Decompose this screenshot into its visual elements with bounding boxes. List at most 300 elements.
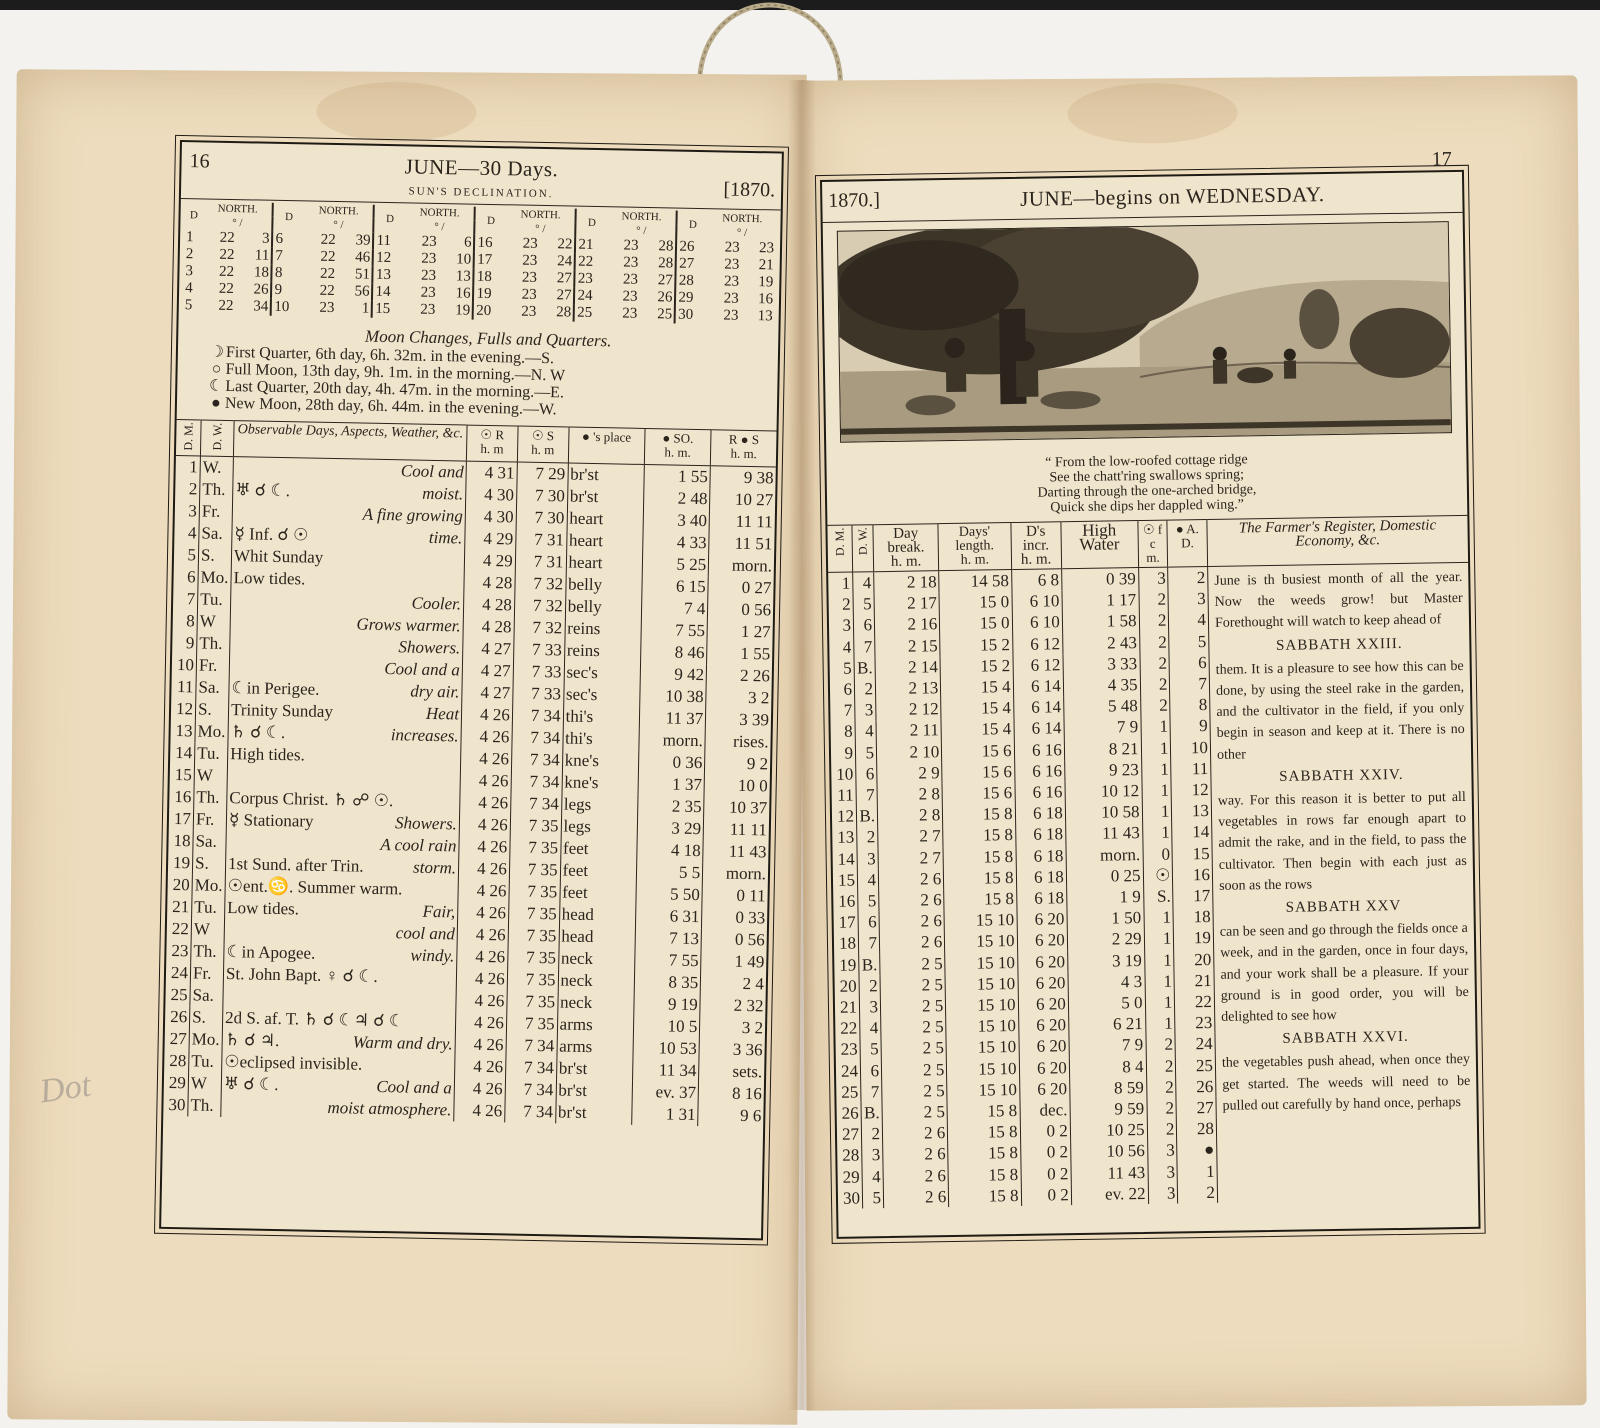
day-of-week: 5 (853, 593, 874, 615)
moon-increase: 6 14 (1013, 675, 1064, 697)
day-of-month: 14 (837, 849, 855, 869)
declination-day: 15 (372, 301, 403, 319)
sun-fast-clock: 2 (1140, 695, 1170, 717)
moon-age: 10 (1171, 737, 1211, 759)
moon-increase: 6 20 (1018, 1014, 1069, 1036)
sun-fast-clock: 2 (1139, 631, 1169, 653)
day-of-week: Th. (197, 633, 230, 656)
declination-degrees: 23 (622, 288, 638, 305)
declination-units-head: ° / (333, 218, 344, 232)
woodcut-illustration (837, 221, 1452, 443)
day-of-month: 1 (841, 573, 851, 593)
day-of-week: Sa. (199, 523, 232, 546)
moon-increase: 0 2 (1021, 1184, 1072, 1206)
day-of-month: 8 (844, 721, 853, 742)
day-of-month: 13 (175, 721, 193, 741)
weather-text: Warm and dry. (352, 1032, 453, 1054)
moon-phase-icon: ☾ (208, 377, 224, 395)
declination-degrees: 23 (420, 267, 437, 284)
declination-degrees: 23 (623, 254, 639, 271)
moon-place: kne's (562, 772, 639, 795)
day-of-week: 3 (862, 1145, 883, 1167)
declination-degrees: 23 (723, 273, 740, 290)
day-of-week: S. (195, 699, 228, 722)
moon-increase: 6 20 (1017, 930, 1068, 952)
day-of-week: 5 (862, 1187, 883, 1209)
high-water-time: 1 50 (1067, 907, 1144, 929)
daybreak-time: 2 6 (883, 1165, 949, 1187)
sunrise-time: 4 26 (456, 968, 507, 991)
essay-paragraph: them. It is a pleasure to see how this can be done, by using the steel rake in the garden, and the cultivator in the field, if you only begin in season and keep at it. There is no other (1215, 658, 1465, 763)
declination-north-head: NORTH. (520, 208, 561, 222)
day-length: 15 6 (942, 782, 1015, 804)
day-of-month: 18 (838, 933, 857, 954)
declination-minutes: 24 (557, 253, 573, 270)
day-of-month: 26 (169, 1007, 188, 1027)
moon-phase-icon: ● (210, 394, 221, 412)
sunset-time: 7 31 (515, 551, 566, 574)
high-water-time: 1 9 (1066, 886, 1143, 908)
sun-fast-clock: 1 (1141, 716, 1171, 738)
declination-north-head: NORTH. (217, 202, 258, 216)
moon-age: 1 (1177, 1161, 1217, 1183)
high-water-time: 2 43 (1062, 632, 1139, 654)
moon-place: belly (565, 574, 642, 597)
declination-units-head: ° / (636, 224, 647, 237)
day-length: 15 4 (941, 676, 1014, 698)
declination-day: 12 (373, 250, 404, 268)
day-of-month: 9 (844, 743, 854, 763)
sun-fast-clock: 0 (1143, 843, 1173, 865)
day-of-month: 8 (186, 611, 195, 631)
moon-south-time: 9 19 (634, 993, 701, 1016)
moon-rise-set-time: 10 27 (710, 489, 776, 512)
high-water-time: 11 43 (1065, 822, 1142, 844)
sun-fast-clock: 1 (1144, 928, 1174, 950)
sabbath-heading: SABBATH XXIV. (1279, 766, 1404, 785)
declination-degrees: 22 (218, 263, 235, 281)
sun-fast-clock: 2 (1146, 1055, 1176, 1077)
declination-day-head: D (189, 209, 198, 222)
sunrise-time: 4 27 (462, 660, 513, 683)
declination-minutes: 28 (657, 255, 674, 272)
sunrise-time: 4 26 (455, 1012, 506, 1035)
moon-south-time: 2 35 (637, 795, 704, 818)
day-of-month: 3 (188, 501, 198, 521)
day-of-month: 15 (837, 870, 856, 890)
day-length: 15 2 (940, 655, 1013, 677)
day-of-week: Th. (194, 787, 227, 810)
moon-rise-set-time: 11 11 (703, 819, 769, 842)
sunset-time: 7 32 (514, 617, 565, 640)
declination-day: 6 (272, 231, 303, 249)
moon-rise-set-time: 11 11 (709, 511, 775, 534)
declination-minutes: 19 (758, 274, 774, 291)
observable-text: 1st Sund. after Trin. (227, 854, 364, 877)
day-of-week: W (194, 765, 227, 788)
declination-degrees: 22 (218, 280, 234, 298)
high-water-time: 9 59 (1070, 1098, 1147, 1120)
day-of-month: 11 (176, 677, 194, 697)
declination-day: 27 (676, 256, 707, 274)
sun-fast-clock: 1 (1142, 801, 1172, 823)
day-length: 15 10 (947, 1079, 1020, 1101)
day-length: 15 4 (941, 718, 1014, 740)
day-of-week: 3 (857, 848, 878, 870)
declination-degrees: 23 (522, 252, 538, 269)
day-of-month: 14 (175, 743, 193, 763)
sunrise-time: 4 26 (460, 770, 511, 793)
day-of-week: Tu. (197, 589, 230, 612)
moon-rise-set-time: 0 56 (708, 599, 774, 622)
day-length: 15 8 (943, 846, 1016, 868)
moon-rise-set-time: 0 56 (701, 929, 767, 952)
sunset-time: 7 33 (513, 639, 564, 662)
day-of-week: B. (856, 805, 877, 827)
high-water-time: 1 58 (1062, 610, 1139, 632)
moon-increase: 6 10 (1012, 612, 1063, 634)
day-of-month: 17 (838, 912, 856, 933)
day-of-month: 18 (173, 831, 191, 851)
day-length: 15 8 (943, 803, 1016, 825)
moon-place: legs (561, 794, 638, 817)
sunrise-time: 4 26 (460, 748, 511, 771)
declination-minutes: 16 (757, 291, 774, 308)
observable-text: Trinity Sunday (230, 700, 334, 722)
paper-stain (1067, 83, 1237, 144)
sun-fast-clock: 2 (1146, 1034, 1176, 1056)
declination-day: 13 (373, 267, 404, 285)
moon-south-time: ev. 37 (632, 1081, 699, 1104)
day-of-month: 12 (175, 699, 194, 719)
declination-day: 30 (675, 307, 706, 325)
sunrise-time: 4 30 (465, 506, 516, 529)
weather-text: A cool rain (380, 835, 457, 856)
moon-increase: 6 20 (1017, 951, 1068, 973)
daybreak-time: 2 17 (874, 592, 940, 614)
moon-place: neck (557, 992, 634, 1015)
declination-minutes: 11 (254, 247, 270, 264)
declination-degrees: 23 (319, 299, 335, 316)
moon-rise-set-time: 2 32 (700, 994, 766, 1017)
page-year: 1870.] (828, 189, 881, 212)
weather-text: Showers. (394, 813, 458, 834)
col-moon-increase: D's incr. h. m. (1010, 522, 1061, 570)
moon-increase: 6 20 (1018, 993, 1069, 1015)
day-of-month: 7 (186, 589, 196, 609)
day-of-month: 6 (843, 679, 853, 699)
weather-text: Showers. (398, 637, 461, 658)
daybreak-time: 2 11 (876, 720, 942, 742)
declination-day: 2 (185, 246, 194, 263)
sunset-time: 7 32 (515, 573, 566, 596)
high-water-time: 10 12 (1065, 780, 1142, 802)
moon-increase: 0 2 (1020, 1120, 1071, 1142)
high-water-time: 10 58 (1065, 801, 1142, 823)
daybreak-time: 2 15 (875, 635, 941, 657)
high-water-time: 5 48 (1063, 695, 1140, 717)
sunset-time: 7 35 (507, 947, 558, 970)
day-of-month: 23 (840, 1039, 858, 1060)
moon-phase-text: Last Quarter, 20th day, 4h. 47m. in the morning.—E. (225, 377, 565, 402)
high-water-time: ev. 22 (1071, 1183, 1148, 1205)
moon-south-time: morn. (639, 729, 706, 752)
sunrise-time: 4 28 (463, 616, 514, 639)
high-water-time: 6 21 (1068, 1013, 1145, 1035)
col-sunrise: ☉ R h. m (466, 425, 517, 462)
sun-fast-clock: 1 (1145, 1013, 1175, 1035)
moon-place: neck (558, 948, 635, 971)
moon-south-time: 9 42 (640, 663, 707, 686)
day-length: 15 10 (946, 994, 1019, 1016)
day-of-week: Sa. (196, 677, 229, 700)
day-length: 15 0 (939, 591, 1012, 613)
sunrise-time: 4 29 (464, 550, 515, 573)
day-of-month: 19 (172, 853, 191, 873)
daybreak-time: 2 5 (882, 1080, 948, 1102)
day-of-week: 7 (858, 933, 879, 955)
moon-rise-set-time: 9 6 (698, 1104, 764, 1127)
declination-degrees: 22 (320, 231, 336, 249)
declination-day: 20 (473, 303, 504, 321)
sun-fast-clock: 2 (1139, 589, 1169, 611)
weather-text: Cool and a (376, 1077, 453, 1098)
daybreak-time: 2 7 (878, 847, 944, 869)
declination-degrees: 23 (420, 284, 436, 301)
day-of-week: Mo. (192, 875, 225, 898)
moon-place: br'st (556, 1058, 633, 1081)
observable-text: ♅ ☌ ☾. (235, 480, 291, 501)
day-of-week: 6 (858, 911, 879, 933)
farmers-body (828, 562, 1478, 1209)
high-water-time: 5 0 (1068, 992, 1145, 1014)
moon-increase: 6 20 (1019, 1036, 1070, 1058)
day-of-week: 2 (861, 1123, 882, 1145)
sunrise-time: 4 29 (465, 528, 516, 551)
sun-fast-clock: 2 (1139, 610, 1169, 632)
observable-text: Corpus Christ. ♄ ☍ ☉. (229, 788, 394, 811)
sun-fast-clock: ☉ (1143, 864, 1173, 886)
pencil-mark: Dot (37, 1066, 94, 1111)
day-length: 15 10 (946, 1036, 1019, 1058)
moon-phases (207, 325, 769, 423)
day-of-week: 7 (861, 1081, 882, 1103)
moon-increase: 6 20 (1018, 972, 1069, 994)
declination-degrees: 23 (723, 307, 739, 324)
moon-increase: 6 18 (1015, 824, 1066, 846)
declination-minutes: 26 (253, 281, 269, 298)
daybreak-time: 2 8 (877, 783, 943, 805)
day-of-week: Fr. (199, 501, 232, 524)
poem-line: Darting through the one-arched bridge, (1037, 482, 1257, 501)
daybreak-time: 2 6 (879, 910, 945, 932)
day-of-week: 6 (853, 615, 874, 637)
moon-age: 3 (1168, 588, 1208, 610)
weather-text: windy. (410, 945, 455, 966)
high-water-time: 10 25 (1070, 1119, 1147, 1141)
day-of-month: 4 (842, 637, 852, 657)
moon-place: kne's (562, 750, 639, 773)
sabbath-heading: SABBATH XXIII. (1275, 635, 1403, 654)
moon-increase: 6 20 (1019, 1078, 1070, 1100)
declination-minutes: 27 (657, 272, 673, 289)
moon-increase: 6 16 (1015, 781, 1066, 803)
sun-fast-clock: 2 (1147, 1119, 1177, 1141)
moon-rise-set-time: 2 4 (700, 972, 766, 995)
calendar-body (163, 456, 776, 1128)
sunset-time: 7 34 (504, 1101, 555, 1124)
moon-south-time: 1 55 (644, 465, 711, 489)
daybreak-time: 2 5 (881, 1059, 947, 1081)
col-day-week: D. W. (200, 420, 234, 457)
declination-degrees: 23 (421, 233, 437, 250)
moon-place: belly (565, 596, 642, 619)
declination-day: 29 (675, 290, 706, 308)
sunrise-time: 4 26 (460, 792, 511, 815)
day-of-week: Th. (188, 1095, 221, 1118)
day-of-week: 5 (860, 1039, 881, 1061)
declination-day: 16 (474, 235, 505, 253)
declination-day: 21 (575, 237, 606, 255)
day-length: 15 8 (948, 1142, 1021, 1164)
declination-degrees: 23 (623, 237, 639, 254)
day-of-month: 6 (186, 567, 196, 587)
daybreak-time: 2 16 (874, 614, 940, 636)
moon-title: Moon Changes, Fulls and Quarters. (364, 326, 612, 351)
page-number: 17 (1431, 148, 1452, 171)
sunset-time: 7 34 (505, 1079, 556, 1102)
moon-south-time: 11 34 (632, 1059, 699, 1082)
day-of-month: 24 (840, 1061, 859, 1081)
observable-text: ☾in Apogee. (226, 942, 316, 964)
day-length: 15 6 (942, 761, 1015, 783)
day-of-month: 27 (841, 1124, 860, 1145)
moon-age: 25 (1176, 1055, 1216, 1077)
moon-age: 17 (1173, 885, 1213, 907)
high-water-time: 10 56 (1070, 1140, 1147, 1162)
poem-line: “ From the low-roofed cottage ridge (1045, 452, 1248, 471)
day-length: 15 10 (946, 1015, 1019, 1037)
declination-degrees: 23 (724, 256, 740, 273)
weather-text: storm. (412, 857, 457, 878)
moon-south-time: 8 46 (640, 641, 707, 664)
weather-text: moist atmosphere. (327, 1098, 452, 1120)
col-observable-days: Observable Days, Aspects, Weather, &c. (233, 421, 467, 462)
day-of-week: 2 (857, 827, 878, 849)
day-of-month: 5 (187, 545, 197, 565)
moon-age: 21 (1174, 970, 1214, 992)
sun-fast-clock: 1 (1144, 949, 1174, 971)
sunrise-time: 4 31 (466, 461, 517, 484)
moon-rise-set-time: 9 2 (705, 753, 771, 776)
page-title: JUNE—30 Days. (404, 154, 559, 182)
moon-place: sec's (563, 684, 640, 707)
day-length: 15 8 (947, 1100, 1020, 1122)
day-of-month: 30 (842, 1188, 861, 1208)
day-of-month: 28 (169, 1051, 187, 1071)
declination-north-head: NORTH. (722, 212, 763, 226)
daybreak-time: 2 6 (879, 889, 945, 911)
sunrise-time: 4 26 (458, 880, 509, 903)
sunset-time: 7 34 (505, 1057, 556, 1080)
day-of-week: 5 (858, 890, 879, 912)
daybreak-time: 2 5 (881, 1038, 947, 1060)
day-of-week: Sa. (193, 831, 226, 854)
high-water-time: 9 23 (1064, 759, 1141, 781)
sunrise-time: 4 26 (455, 1056, 506, 1079)
sunrise-time: 4 30 (466, 484, 517, 507)
sunrise-time: 4 27 (463, 638, 514, 661)
moon-age: 6 (1169, 652, 1209, 674)
moon-south-time: 5 5 (636, 861, 703, 884)
moon-south-time: 4 18 (637, 839, 704, 862)
declination-minutes: 10 (456, 251, 472, 268)
moon-increase: 6 10 (1012, 590, 1063, 612)
col-moon-age: ● A. D. (1167, 519, 1207, 567)
sun-fast-clock: 3 (1148, 1182, 1178, 1204)
sunset-time: 7 35 (507, 969, 558, 992)
day-length: 15 8 (943, 824, 1016, 846)
declination-minutes: 34 (253, 298, 269, 315)
high-water-time: 8 4 (1069, 1056, 1146, 1078)
day-of-month: 19 (839, 955, 857, 975)
weather-text: increases. (390, 725, 459, 746)
day-of-month: 22 (840, 1018, 858, 1039)
sabbath-heading: SABBATH XXV (1285, 898, 1402, 916)
moon-south-time: 8 35 (634, 971, 701, 994)
declination-minutes: 26 (657, 289, 673, 306)
woodcut-scene-icon (838, 222, 1451, 442)
col-moon-rises-sets: R ● S h. m. (711, 430, 777, 468)
moon-age: 2 (1168, 566, 1208, 588)
col-day-month: D. M. (176, 419, 201, 456)
moon-age: 15 (1172, 843, 1212, 865)
day-of-month: 25 (841, 1082, 859, 1102)
high-water-time: 2 29 (1067, 928, 1144, 950)
moon-south-time: 0 36 (638, 751, 705, 774)
moon-increase: 6 16 (1014, 760, 1065, 782)
declination-minutes: 6 (463, 234, 472, 251)
sun-fast-clock: 3 (1148, 1161, 1178, 1183)
sunset-time: 7 35 (509, 881, 560, 904)
moon-age: 22 (1175, 991, 1215, 1013)
moon-rise-set-time: 2 26 (706, 665, 772, 688)
moon-place: heart (566, 530, 643, 553)
declination-minutes: 1 (361, 300, 370, 317)
sun-fast-clock: 2 (1140, 674, 1170, 696)
day-length: 15 10 (945, 952, 1018, 974)
moon-age: 18 (1173, 906, 1213, 928)
declination-degrees: 22 (320, 248, 336, 266)
moon-place: br'st (567, 486, 644, 509)
moon-rise-set-time: 1 55 (707, 643, 773, 666)
declination-minutes: 16 (455, 285, 471, 302)
sunrise-time: 4 26 (458, 858, 509, 881)
sun-fast-clock: 1 (1144, 907, 1174, 929)
day-length: 15 10 (945, 930, 1018, 952)
observable-text: ☉ent.♋. Summer warm. (227, 876, 403, 899)
day-of-week: 2 (854, 678, 875, 700)
day-of-month: 10 (836, 764, 854, 784)
weather-text: cool and (395, 923, 455, 944)
moon-rise-set-time: morn. (708, 555, 774, 578)
declination-minutes: 28 (556, 304, 572, 321)
sun-fast-clock: 1 (1145, 970, 1175, 992)
sunset-time: 7 35 (508, 903, 559, 926)
moon-south-time: 4 33 (642, 531, 709, 554)
high-water-time: 11 43 (1071, 1162, 1148, 1184)
moon-south-time: 5 25 (642, 553, 709, 576)
